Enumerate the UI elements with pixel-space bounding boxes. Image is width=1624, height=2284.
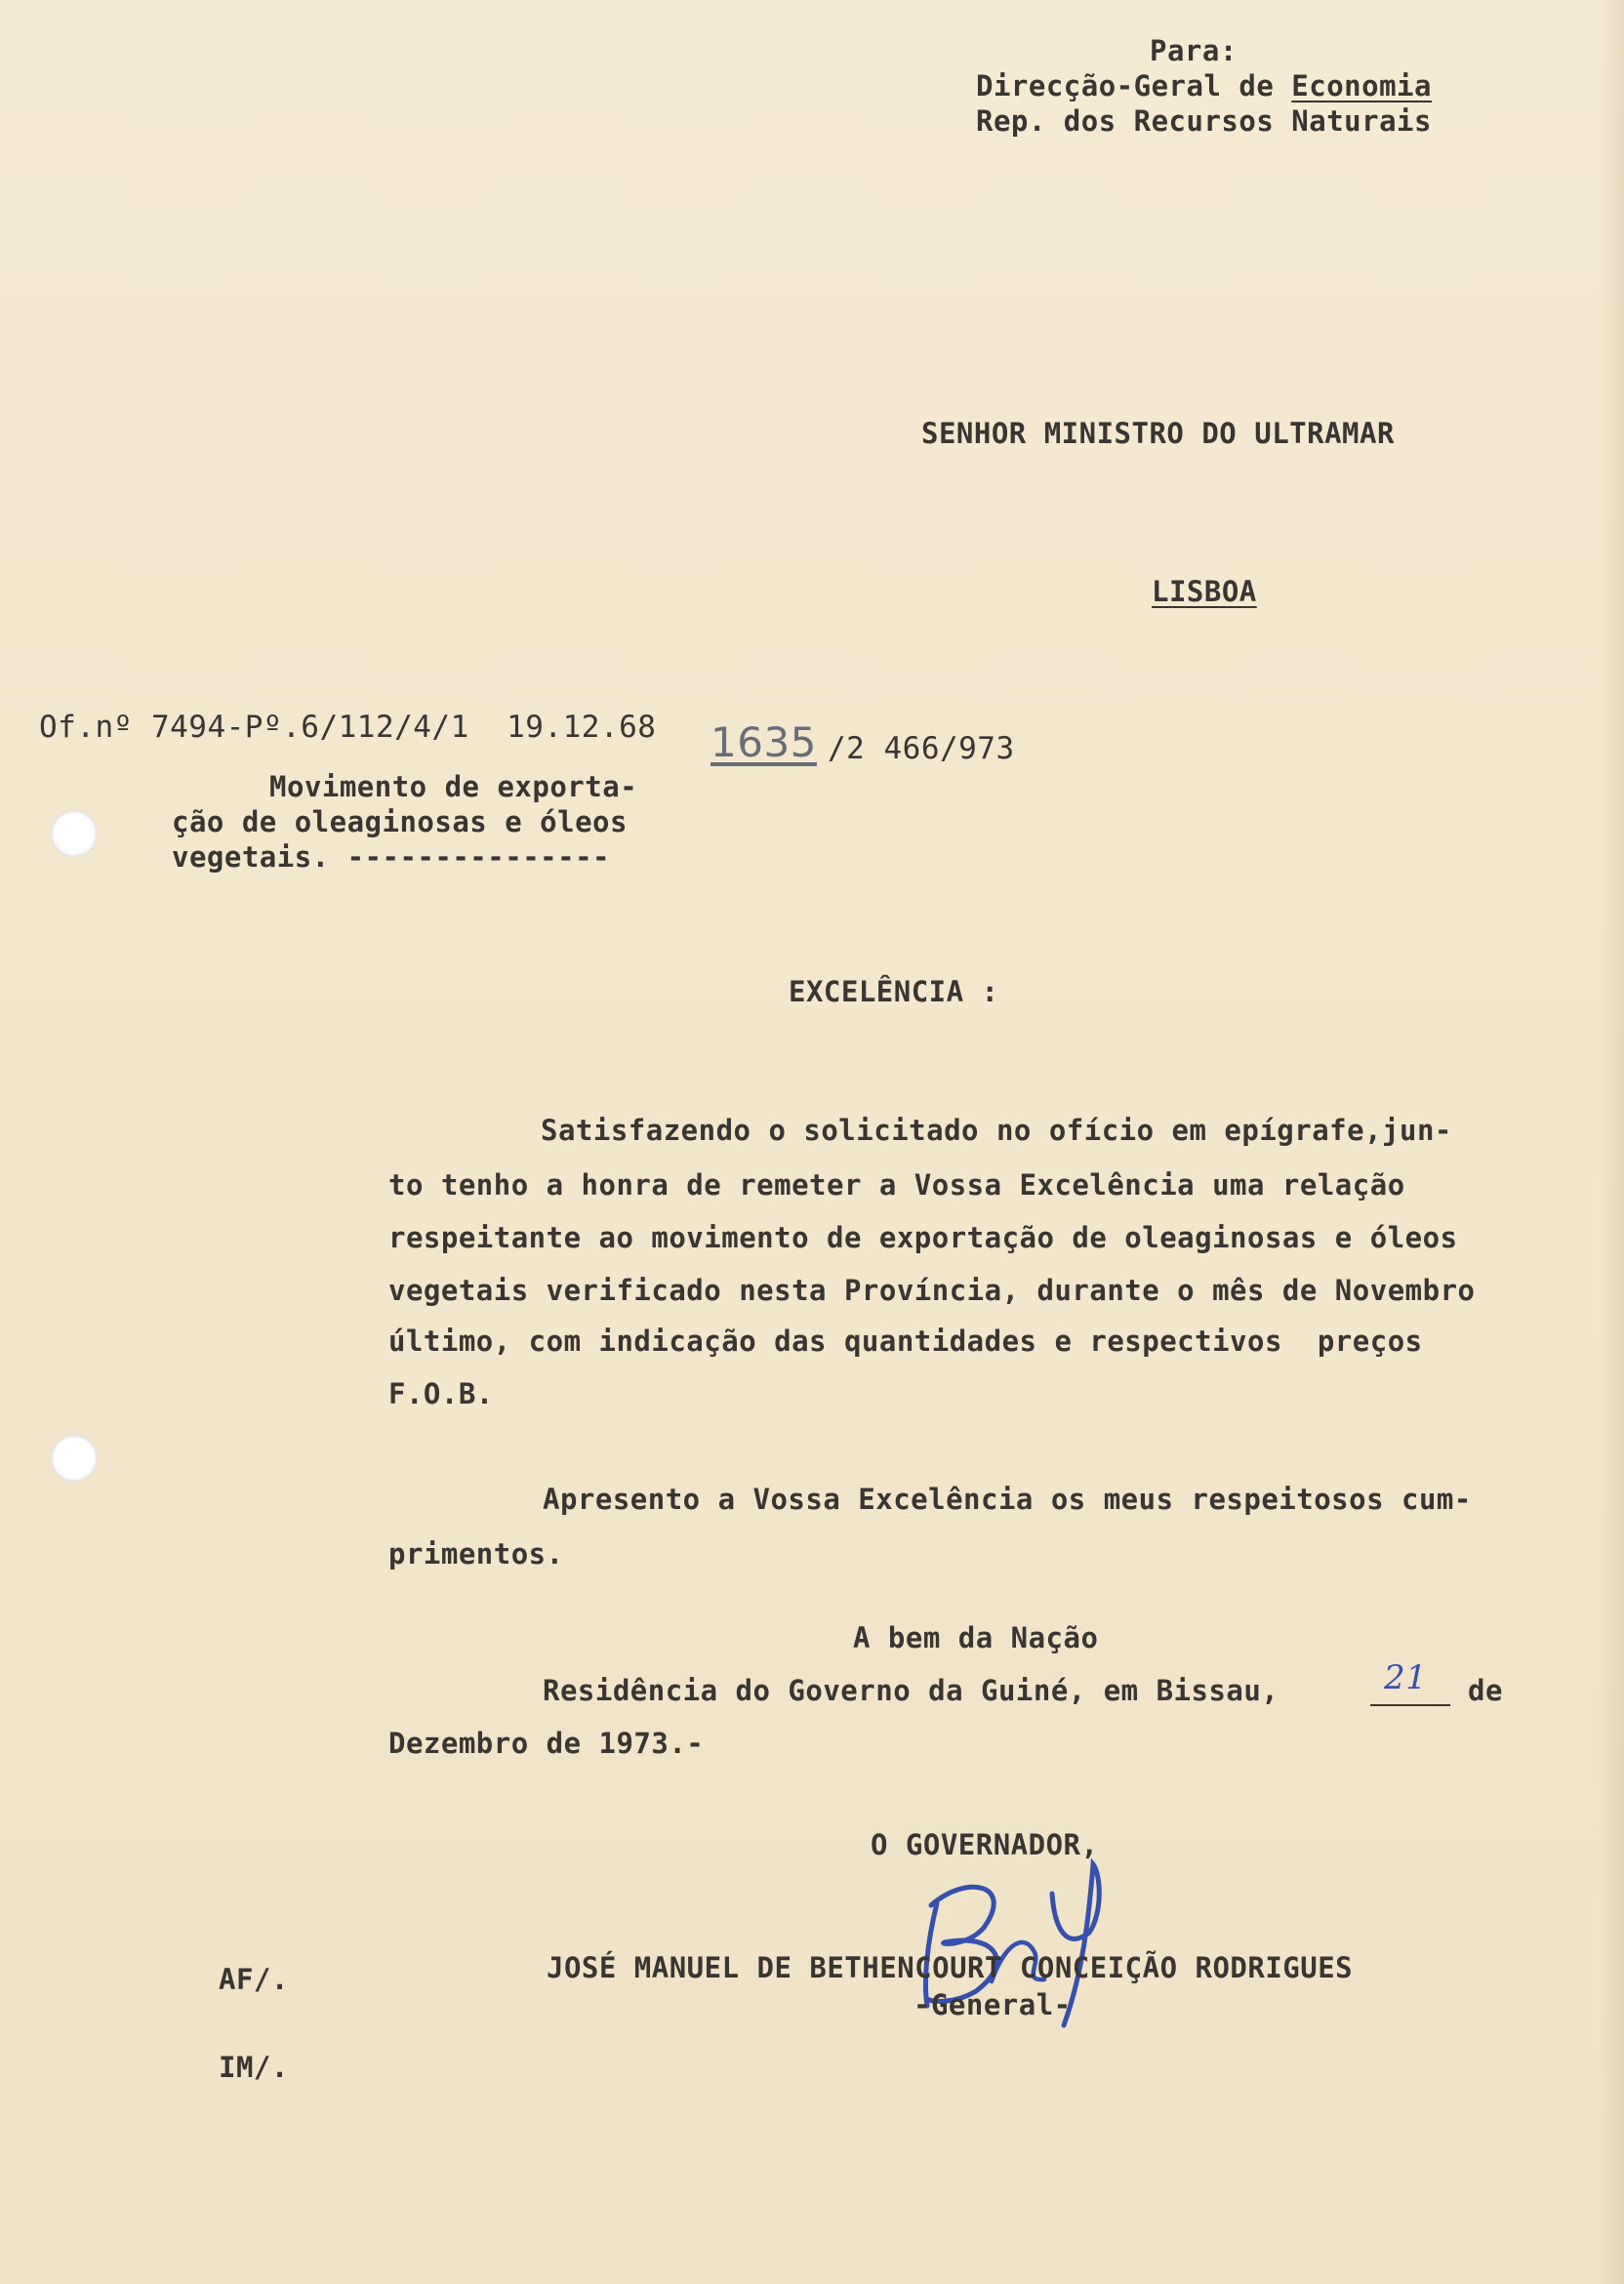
closing-place-text: Residência do Governo da Guiné, em Bissau, — [543, 1674, 1279, 1707]
signer-rank: -General- — [914, 1988, 1072, 2021]
body-p1-line-6: F.O.B. — [388, 1377, 494, 1410]
stamp-number: 1635 — [710, 718, 817, 766]
closing-date: Dezembro de 1973.- — [388, 1727, 705, 1760]
salutation: EXCELÊNCIA : — [789, 975, 999, 1008]
body-p1-line-1: Satisfazendo o solicitado no ofício em epígrafe,jun- — [541, 1114, 1452, 1147]
addressee-city: LISBOA — [1152, 575, 1257, 608]
closing-place — [543, 1674, 1279, 1707]
signer-name: JOSÉ MANUEL DE BETHENCOURT CONCEIÇÃO RODRIGUES — [547, 1951, 1354, 1984]
recipient-para: Para: — [1150, 34, 1238, 67]
subject-line-1: Movimento de exporta- — [269, 770, 638, 803]
body-p1-line-4: vegetais verificado nesta Província, durante o mês de Novembro — [388, 1274, 1476, 1307]
subject-line-3: vegetais. --------------- — [172, 840, 610, 874]
body-p1-line-5: último, com indicação das quantidades e respectivos preços — [388, 1325, 1423, 1358]
file-reference: /2 466/973 — [828, 731, 1015, 766]
subject-line-2: ção de oleaginosas e óleos — [172, 805, 628, 838]
paper-edge-shadow — [1599, 0, 1624, 2284]
initials-af: AF/. — [219, 1963, 289, 1996]
punch-hole-top — [51, 810, 98, 857]
office-reference: Of.nº 7494-Pº.6/112/4/1 19.12.68 — [39, 710, 657, 745]
body-p1-line-2: to tenho a honra de remeter a Vossa Excelência uma relação — [388, 1168, 1405, 1202]
body-p1-line-3: respeitante ao movimento de exportação de oleaginosas e óleos — [388, 1221, 1458, 1254]
initials-im: IM/. — [219, 2051, 289, 2084]
closing-place-de: de — [1468, 1674, 1503, 1707]
punch-hole-bottom — [51, 1435, 98, 1482]
body-p2-line-1: Apresento a Vossa Excelência os meus respeitosos cum- — [543, 1483, 1472, 1516]
recipient-direccao: Direcção-Geral de — [976, 69, 1292, 102]
addressee-title: SENHOR MINISTRO DO ULTRAMAR — [921, 417, 1395, 450]
recipient-line-3: Rep. dos Recursos Naturais — [976, 104, 1432, 138]
signer-role: O GOVERNADOR, — [871, 1828, 1099, 1861]
recipient-economia: Economia — [1291, 69, 1432, 102]
body-p2-line-2: primentos. — [388, 1537, 564, 1570]
closing-motto: A bem da Nação — [853, 1621, 1099, 1654]
recipient-line-2 — [976, 69, 1432, 102]
day-blank-line — [1370, 1704, 1450, 1706]
handwritten-day: 21 — [1384, 1658, 1428, 1697]
